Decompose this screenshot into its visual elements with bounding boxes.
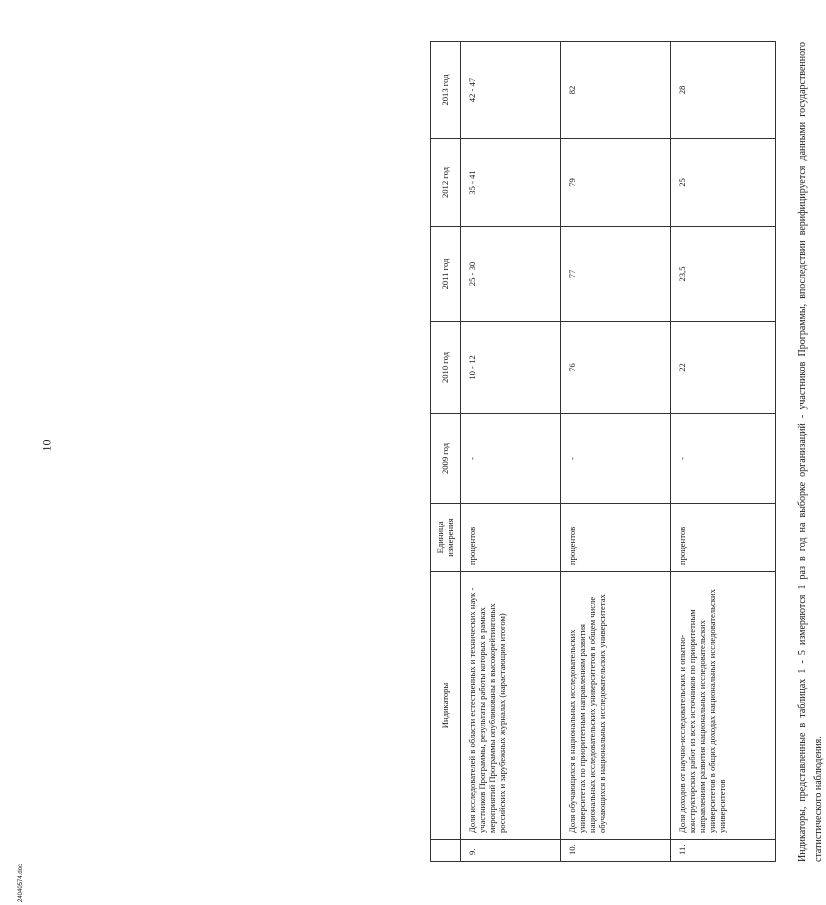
row-number: 10. <box>561 840 671 862</box>
header-year-2010: 2010 год <box>431 322 461 414</box>
row-value-2009: - <box>561 414 671 504</box>
row-value-2010: 10 - 12 <box>461 322 561 414</box>
table-row <box>671 42 776 862</box>
page-number: 10 <box>39 439 54 452</box>
header-year-2011: 2011 год <box>431 227 461 322</box>
table-note: Индикаторы, представленные в таблицах 1 - 5 измеряются 1 раз в год на выборке организаций - участников Программы, впоследствии верифицируется данными государственного статистического наблюдения. <box>797 42 824 862</box>
header-number <box>431 840 461 862</box>
table-header-row <box>431 42 461 862</box>
document-file-reference: 24040574.doc <box>18 863 24 902</box>
row-value-2012: 79 <box>561 139 671 227</box>
row-unit: процентов <box>561 504 671 572</box>
table-row <box>561 42 671 862</box>
header-indicators: Индикаторы <box>431 572 461 840</box>
header-year-2009: 2009 год <box>431 414 461 504</box>
row-value-2011: 77 <box>561 227 671 322</box>
row-value-2009: - <box>461 414 561 504</box>
row-indicator: Доля обучающихся в национальных исследовательских университетах по приоритетным направлениям развития национальных исследовательских университетов в общем числе обучающихся в национальных исследовательских университетах <box>561 572 671 840</box>
row-value-2013: 82 <box>561 42 671 139</box>
row-number: 11. <box>671 840 776 862</box>
rotated-page-content <box>430 42 824 862</box>
row-value-2011: 23,5 <box>671 227 776 322</box>
header-year-2012: 2012 год <box>431 139 461 227</box>
row-value-2010: 22 <box>671 322 776 414</box>
row-unit: процентов <box>671 504 776 572</box>
row-value-2013: 42 - 47 <box>461 42 561 139</box>
row-value-2013: 28 <box>671 42 776 139</box>
row-unit: процентов <box>461 504 561 572</box>
row-indicator: Доля доходов от научно-исследовательских и опытно-конструкторских работ из всех источников по приоритетным направлениям развития национальных исследовательских университетов в общих доходах национальных исследовательских университетов <box>671 572 776 840</box>
header-year-2013: 2013 год <box>431 42 461 139</box>
row-value-2011: 25 - 30 <box>461 227 561 322</box>
row-value-2012: 25 <box>671 139 776 227</box>
row-value-2010: 76 <box>561 322 671 414</box>
row-indicator: Доля исследователей в области естественных и технических наук - участников Программы, результаты работы которых в рамках мероприятий Программы опубликованы в высокорейтинговых российских и зарубежных журналах (нарастающим итогом) <box>461 572 561 840</box>
row-value-2009: - <box>671 414 776 504</box>
table-row <box>461 42 561 862</box>
row-number: 9. <box>461 840 561 862</box>
row-value-2012: 35 - 41 <box>461 139 561 227</box>
header-unit: Единица измерения <box>431 504 461 572</box>
indicators-table <box>430 41 776 862</box>
